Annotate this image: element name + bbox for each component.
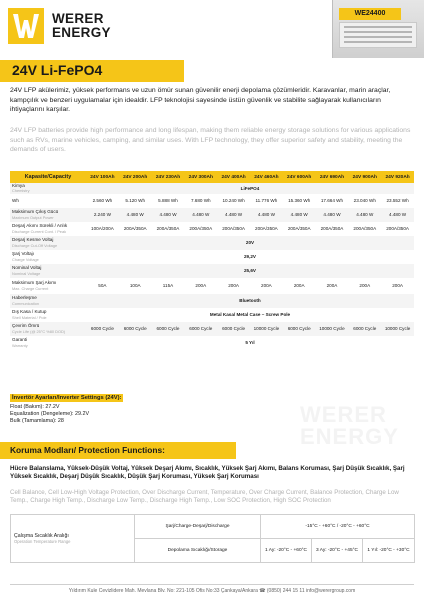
spec-row	[10, 308, 414, 322]
spec-value: 23.552 Wh	[381, 194, 414, 208]
spec-value: 6000 Cycle	[217, 322, 250, 336]
spec-row-label	[10, 278, 86, 294]
protection-title: Koruma Modları/ Protection Functions:	[10, 445, 165, 455]
watermark	[300, 396, 424, 466]
spec-value: 6000 Cycle	[86, 322, 119, 336]
spec-row-label-en: Max. Charge Current	[12, 285, 49, 291]
spec-value: 4.480 W	[217, 208, 250, 222]
spec-header-row	[10, 171, 414, 183]
spec-row-label	[10, 236, 86, 250]
spec-row-label-en: Warranty	[12, 342, 28, 348]
spec-row-label-tr: Çevrim Ömrü	[12, 323, 40, 329]
spec-value: 6000 Cycle	[348, 322, 381, 336]
spec-value: 200A	[316, 278, 349, 294]
spec-value: Metal Kasa/ Metal Case – Screw Pole	[86, 308, 414, 322]
spec-row-label-tr: Deşarj Kesme Voltaj	[12, 237, 54, 243]
spec-row	[10, 278, 414, 294]
protection-english: Cell Balance, Cell Low-High Voltage Protection, Over Discharge Current, Temperature, Over Charge Current, Balance Protection, Charge Low Temp., Charge High Temp., Discharge Low Temp., Discharge High Temp., Low SOC Protection, High SOC Protection	[10, 489, 399, 504]
spec-row-label-en: Chemistry	[12, 188, 30, 194]
spec-value: 5.888 Wh	[152, 194, 185, 208]
spec-model-header: 24V 460Ah	[250, 171, 283, 183]
spec-value: LiFePO4	[86, 183, 414, 194]
spec-row-label-tr: Deşarj Akımı Sürekli / Anlık	[12, 223, 68, 229]
spec-row-label	[10, 183, 86, 194]
spec-value: 15.360 Wh	[283, 194, 316, 208]
spec-value: 200A/350A	[348, 222, 381, 236]
temperature-label-cell	[11, 515, 135, 563]
spec-row	[10, 236, 414, 250]
spec-row	[10, 208, 414, 222]
spec-value: 20V	[86, 236, 414, 250]
temperature-table	[10, 514, 415, 563]
spec-value: 25,6V	[86, 264, 414, 278]
spec-row-label	[10, 264, 86, 278]
spec-row-label-tr: Maksimum Çıkış Gücü	[12, 209, 59, 215]
spec-row-label-tr: Garanti	[12, 337, 28, 343]
brand-line2: ENERGY	[52, 25, 111, 40]
spec-value: 4.480 W	[348, 208, 381, 222]
spec-value: 200A	[184, 278, 217, 294]
spec-value: 6000 Cycle	[283, 322, 316, 336]
spec-row-label	[10, 208, 86, 222]
spec-value: 5 Yıl	[86, 336, 414, 350]
werer-logo-icon	[8, 8, 44, 44]
spec-value: 10000 Cycle	[381, 322, 414, 336]
spec-value: 10000 Cycle	[250, 322, 283, 336]
spec-model-header: 24V 100Ah	[86, 171, 119, 183]
spec-value: 6000 Cycle	[152, 322, 185, 336]
spec-row-label-tr: Wh	[12, 198, 19, 204]
brand-name	[52, 12, 111, 40]
spec-row-label-en: Discharge Cut-Off Voltage	[12, 242, 58, 248]
storage-1-month: 1 Ay: -20°C - +60°C	[261, 539, 312, 563]
spec-row-label-tr: Kimya	[12, 183, 25, 188]
spec-row-label	[10, 250, 86, 264]
spec-row	[10, 336, 414, 350]
spec-value: 23.040 Wh	[348, 194, 381, 208]
inverter-settings	[10, 404, 89, 424]
storage-3-months: 3 Ay: -20°C - +45°C	[312, 539, 363, 563]
spec-value: 4.480 W	[381, 208, 414, 222]
spec-value: 200A	[250, 278, 283, 294]
title-bar	[0, 60, 184, 82]
spec-value: 50A	[86, 278, 119, 294]
footer-contact: Yıldırım Kule Cevizlidere Mah. Mevlana Blv. No: 221-105 Ofis No:33 Çankaya/Ankara ☎ (0850) 244 15 11 info@werergroup.com	[68, 588, 356, 594]
temperature-label-en: Operation Temperature Range	[14, 539, 71, 544]
spec-model-header: 24V 690Ah	[316, 171, 349, 183]
inverter-bulk: Bulk (Tamamlama): 28	[10, 417, 64, 424]
spec-row	[10, 194, 414, 208]
protection-title-bar	[0, 442, 236, 459]
spec-value: Bluetooth	[86, 294, 414, 308]
spec-value: 200A	[381, 278, 414, 294]
spec-value: 4.480 W	[184, 208, 217, 222]
spec-row-label	[10, 322, 86, 336]
spec-value: 200A/350A	[217, 222, 250, 236]
spec-model-header: 24V 400Ah	[217, 171, 250, 183]
spec-row-label	[10, 308, 86, 322]
spec-model-header: 24V 900Ah	[348, 171, 381, 183]
spec-value: 6000 Cycle	[184, 322, 217, 336]
spec-row-label-en: Charge Voltage	[12, 256, 39, 262]
spec-row-label-en: Shell Material / Pole	[12, 314, 47, 320]
charge-discharge-label: Şarj/Charge-Deşarj/Discharge	[135, 515, 261, 539]
spec-model-header: 24V 200Ah	[119, 171, 152, 183]
spec-row	[10, 222, 414, 236]
spec-value: 200A/350A	[283, 222, 316, 236]
spec-row	[10, 322, 414, 336]
spec-row-label	[10, 194, 86, 208]
spec-row-label	[10, 294, 86, 308]
temperature-label-tr: Çalışma Sıcaklık Aralığı	[14, 533, 69, 539]
footer-divider	[10, 584, 414, 585]
spec-model-header: 24V 920Ah	[381, 171, 414, 183]
spec-value: 5.120 Wh	[119, 194, 152, 208]
temperature-row-operation	[11, 515, 415, 539]
spec-row	[10, 264, 414, 278]
spec-value: 200A/350A	[184, 222, 217, 236]
spec-row	[10, 250, 414, 264]
spec-row-label-tr: Maksimum Şarj Akımı	[12, 280, 57, 286]
spec-value: 200A	[348, 278, 381, 294]
spec-value: 200A/350A	[381, 222, 414, 236]
spec-row-label-en: Communication	[12, 300, 40, 306]
spec-row-label-en: Discharge Current Cont. / Peak	[12, 228, 67, 234]
spec-value: 200A	[217, 278, 250, 294]
spec-value: 115A	[152, 278, 185, 294]
spec-header-label: Kapasite/Capacity	[10, 171, 86, 183]
spec-row-label-tr: Dış Kasa / Kutup	[12, 309, 47, 315]
header	[0, 0, 424, 58]
spec-row	[10, 183, 414, 194]
spec-value: 200A/350A	[119, 222, 152, 236]
spec-value: 10.240 Wh	[217, 194, 250, 208]
charge-discharge-value: -15°C - +60°C / -20°C - +60°C	[261, 515, 415, 539]
brand-line1: WERER	[52, 11, 104, 26]
spec-model-header: 24V 600Ah	[283, 171, 316, 183]
battery-panel	[339, 22, 417, 48]
spec-value: 6000 Cycle	[119, 322, 152, 336]
spec-value: 200A/350A	[152, 222, 185, 236]
battery-label: WE24400	[339, 8, 401, 20]
spec-value: 17.664 Wh	[316, 194, 349, 208]
spec-value: 4.480 W	[250, 208, 283, 222]
inverter-equalization: Equalization (Dengeleme): 29.2V	[10, 410, 90, 417]
spec-value: 11.776 Wh	[250, 194, 283, 208]
spec-value: 4.480 W	[283, 208, 316, 222]
spec-value: 7.680 Wh	[184, 194, 217, 208]
spec-value: 4.480 W	[316, 208, 349, 222]
page-title: 24V Li-FePO4	[12, 62, 103, 78]
spec-value: 100A/200A	[86, 222, 119, 236]
spec-table	[10, 171, 414, 350]
protection-turkish: Hücre Balanslama, Yüksek-Düşük Voltaj, Yüksek Deşarj Akımı, Sıcaklık, Yüksek Şarj Akımı, Balans Koruması, Şarj Düşük Sıcaklık, Şarj Yüksek Sıcaklık, Deşarj Düşük Sıcaklık, Düşük Şarj Koruması, Yüksek Şarj Koruması	[10, 465, 405, 480]
spec-value: 200A/350A	[250, 222, 283, 236]
spec-row-label-en: Nominal Voltage	[12, 270, 41, 276]
spec-row-label-tr: Haberleşme	[12, 295, 37, 301]
spec-row-label	[10, 336, 86, 350]
spec-row-label	[10, 222, 86, 236]
storage-1-year: 1 Yıl: -20°C - +30°C	[363, 539, 415, 563]
spec-value: 2.240 W	[86, 208, 119, 222]
watermark-text: WERER ENERGY	[300, 402, 399, 449]
spec-value: 4.480 W	[119, 208, 152, 222]
spec-value: 2.560 Wh	[86, 194, 119, 208]
spec-value: 4.480 W	[152, 208, 185, 222]
battery-image	[332, 0, 424, 58]
spec-value: 29,2V	[86, 250, 414, 264]
spec-row-label-en: Maximum Output Power	[12, 214, 54, 220]
spec-row-label-tr: Şarj Voltajı	[12, 251, 34, 257]
spec-value: 200A/350A	[316, 222, 349, 236]
spec-row	[10, 294, 414, 308]
inverter-float: Float (Bakım): 27.2V	[10, 404, 60, 410]
spec-row-label-tr: Nominal Voltaj	[12, 265, 42, 271]
spec-value: 10000 Cycle	[316, 322, 349, 336]
storage-label: Depolama Sıcaklığı/Storage	[135, 539, 261, 563]
inverter-title: İnvertör Ayarları/Inverter Settings (24V):	[12, 395, 122, 401]
spec-value: 200A	[283, 278, 316, 294]
spec-row-label-en: Cycle Life (@ 25°C %80 DOD)	[12, 328, 66, 334]
spec-model-header: 24V 300Ah	[184, 171, 217, 183]
spec-model-header: 24V 230Ah	[152, 171, 185, 183]
intro-english: 24V LFP batteries provide high performance and long lifespan, making them reliable energy storage solutions for various applications such as RVs, marine vehicles, camping, and similar uses. With LFP technology, they offer superior safety and stability, meeting the demands of users.	[10, 127, 411, 154]
spec-value: 100A	[119, 278, 152, 294]
intro-turkish: 24V LFP akülerimiz, yüksek performans ve uzun ömür sunan güvenilir enerji depolama çözümleridir. Karavanlar, marin araçlar, kampçılık ve benzeri uygulamalar için idealdir. LFP teknolojisi sayesinde üstün güvenlik ve stabilite sağlayarak kullanıcıların ihtiyaçlarını karşılar.	[10, 87, 391, 114]
